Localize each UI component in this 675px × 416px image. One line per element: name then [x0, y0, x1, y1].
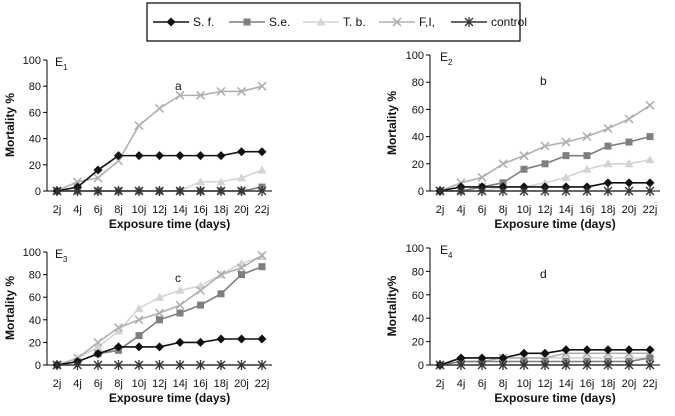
y-tick-label: 20 — [411, 336, 424, 349]
y-tick-label: 20 — [28, 159, 41, 172]
series-line — [53, 82, 266, 195]
legend-marker — [244, 19, 251, 26]
y-tick-label: 80 — [411, 77, 424, 90]
y-tick-label: 60 — [28, 107, 41, 120]
y-axis-label: Mortality% — [385, 275, 399, 337]
x-axis-label: Exposure time (days) — [108, 217, 231, 231]
y-tick-label: 40 — [28, 314, 41, 327]
x-tick-label: 16j — [579, 204, 595, 216]
x-tick-label: 8j — [114, 378, 123, 390]
data-point — [197, 302, 204, 309]
data-point — [541, 349, 550, 358]
data-point — [155, 151, 164, 160]
data-point — [584, 152, 591, 159]
data-point — [563, 152, 570, 159]
panel-annotation: c — [175, 271, 181, 285]
data-point — [176, 338, 185, 347]
panel-annotation: a — [175, 79, 182, 93]
x-tick-label: 12j — [152, 378, 167, 390]
y-axis-label: Mortality % — [385, 90, 399, 156]
y-tick-label: 80 — [28, 81, 41, 94]
series-path — [57, 86, 262, 191]
data-point — [155, 342, 164, 351]
x-tick-label: 18j — [213, 378, 229, 390]
x-tick-label: 4j — [456, 204, 466, 216]
x-tick-label: 22j — [642, 204, 658, 216]
data-point — [156, 309, 164, 317]
data-point — [626, 139, 633, 146]
data-point — [135, 122, 143, 130]
x-tick-label: 6j — [93, 204, 103, 216]
y-tick-label: 100 — [405, 50, 424, 62]
y-tick-label: 0 — [417, 360, 424, 372]
panel-label: $E_4$ — [440, 243, 453, 260]
data-point — [520, 152, 528, 160]
y-axis-label: Mortality % — [3, 92, 17, 158]
x-tick-label: 20j — [621, 378, 637, 390]
x-tick-label: 12j — [152, 204, 167, 216]
panel-label: $E_1$ — [55, 55, 68, 72]
data-point — [217, 335, 226, 344]
x-tick-label: 2j — [52, 378, 62, 390]
y-tick-label: 40 — [28, 133, 41, 146]
y-tick-label: 40 — [411, 313, 424, 326]
x-tick-label: 2j — [435, 204, 445, 216]
data-point — [646, 155, 655, 163]
legend-label: T. b. — [343, 15, 366, 29]
y-tick-label: 0 — [34, 360, 41, 372]
x-tick-label: 4j — [456, 378, 466, 390]
data-point — [520, 349, 529, 358]
x-tick-label: 20j — [621, 204, 637, 216]
x-tick-label: 22j — [254, 204, 270, 216]
data-point — [176, 151, 185, 160]
data-point — [238, 271, 245, 278]
y-tick-label: 100 — [22, 247, 41, 259]
x-tick-label: 12j — [537, 204, 553, 216]
x-tick-label: 8j — [498, 378, 508, 390]
chart-panel — [3, 55, 272, 231]
legend-label: S.e. — [269, 15, 291, 29]
x-tick-label: 14j — [172, 204, 188, 216]
x-tick-label: 10j — [516, 378, 532, 390]
x-axis-label: Exposure time (days) — [494, 217, 616, 231]
x-tick-label: 14j — [172, 378, 188, 390]
y-tick-label: 20 — [411, 158, 424, 171]
y-tick-label: 40 — [411, 131, 424, 144]
series-line — [53, 360, 266, 370]
data-point — [136, 332, 143, 339]
x-tick-label: 8j — [498, 204, 508, 216]
data-point — [196, 151, 205, 160]
x-tick-label: 16j — [193, 378, 208, 390]
x-tick-label: 14j — [558, 378, 574, 390]
panel-annotation: b — [540, 74, 547, 88]
data-point — [542, 160, 549, 167]
panel-label: $E_2$ — [440, 50, 453, 67]
data-point — [604, 124, 612, 132]
data-point — [625, 178, 634, 187]
x-tick-label: 18j — [600, 378, 616, 390]
x-tick-label: 8j — [114, 204, 123, 216]
chart-panels — [3, 50, 660, 405]
x-tick-label: 6j — [477, 204, 487, 216]
x-tick-label: 6j — [93, 378, 103, 390]
y-tick-label: 80 — [411, 266, 424, 279]
data-point — [646, 178, 655, 187]
x-tick-label: 20j — [234, 378, 249, 390]
data-point — [258, 166, 267, 174]
data-point — [258, 147, 267, 156]
data-point — [135, 342, 144, 351]
data-point — [604, 178, 613, 187]
legend-label: F,I, — [419, 15, 436, 29]
data-point — [196, 338, 205, 347]
data-point — [135, 304, 144, 312]
x-tick-label: 4j — [73, 204, 82, 216]
panel-label: $E_3$ — [55, 247, 68, 264]
x-axis-label: Exposure time (days) — [494, 391, 616, 405]
y-axis-label: Mortality % — [3, 275, 17, 341]
chart-panel — [385, 243, 660, 405]
y-tick-label: 0 — [34, 186, 41, 198]
y-tick-label: 100 — [22, 55, 41, 67]
data-point — [258, 335, 267, 344]
data-point — [177, 310, 184, 317]
x-tick-label: 2j — [52, 204, 62, 216]
data-point — [156, 316, 163, 323]
data-point — [259, 263, 266, 270]
x-tick-label: 22j — [254, 378, 270, 390]
x-tick-label: 12j — [537, 378, 553, 390]
data-point — [499, 160, 507, 168]
data-point — [521, 166, 528, 173]
x-tick-label: 6j — [477, 378, 487, 390]
y-tick-label: 60 — [411, 104, 424, 117]
x-tick-label: 10j — [131, 378, 147, 390]
y-tick-label: 80 — [28, 269, 41, 282]
data-point — [237, 335, 246, 344]
data-point — [647, 133, 654, 140]
chart-panel — [3, 247, 272, 405]
y-tick-label: 60 — [411, 289, 424, 302]
data-point — [646, 101, 654, 109]
data-point — [625, 115, 633, 123]
data-point — [218, 290, 225, 297]
x-tick-label: 14j — [558, 204, 574, 216]
data-point — [176, 301, 184, 309]
data-point — [135, 316, 143, 324]
series-line — [53, 186, 266, 196]
data-point — [156, 104, 164, 112]
data-point — [135, 151, 144, 160]
legend-label: control — [491, 15, 528, 29]
legend-label: S. f. — [193, 15, 215, 29]
x-tick-label: 16j — [193, 204, 208, 216]
y-tick-label: 100 — [405, 243, 424, 255]
y-tick-label: 20 — [28, 337, 41, 350]
y-tick-label: 60 — [28, 292, 41, 305]
legend — [147, 3, 527, 41]
x-tick-label: 22j — [642, 378, 658, 390]
data-point — [217, 151, 226, 160]
x-tick-label: 4j — [73, 378, 82, 390]
panel-annotation: d — [540, 267, 547, 281]
series-path — [440, 105, 650, 191]
y-tick-label: 0 — [417, 186, 424, 198]
chart-panel — [385, 50, 660, 231]
x-tick-label: 2j — [435, 378, 445, 390]
data-point — [237, 147, 246, 156]
x-tick-label: 10j — [131, 204, 147, 216]
x-axis-label: Exposure time (days) — [108, 391, 231, 405]
x-tick-label: 18j — [213, 204, 229, 216]
data-point — [605, 143, 612, 150]
x-tick-label: 20j — [234, 204, 249, 216]
x-tick-label: 18j — [600, 204, 616, 216]
x-tick-label: 10j — [516, 204, 532, 216]
x-tick-label: 16j — [579, 378, 595, 390]
